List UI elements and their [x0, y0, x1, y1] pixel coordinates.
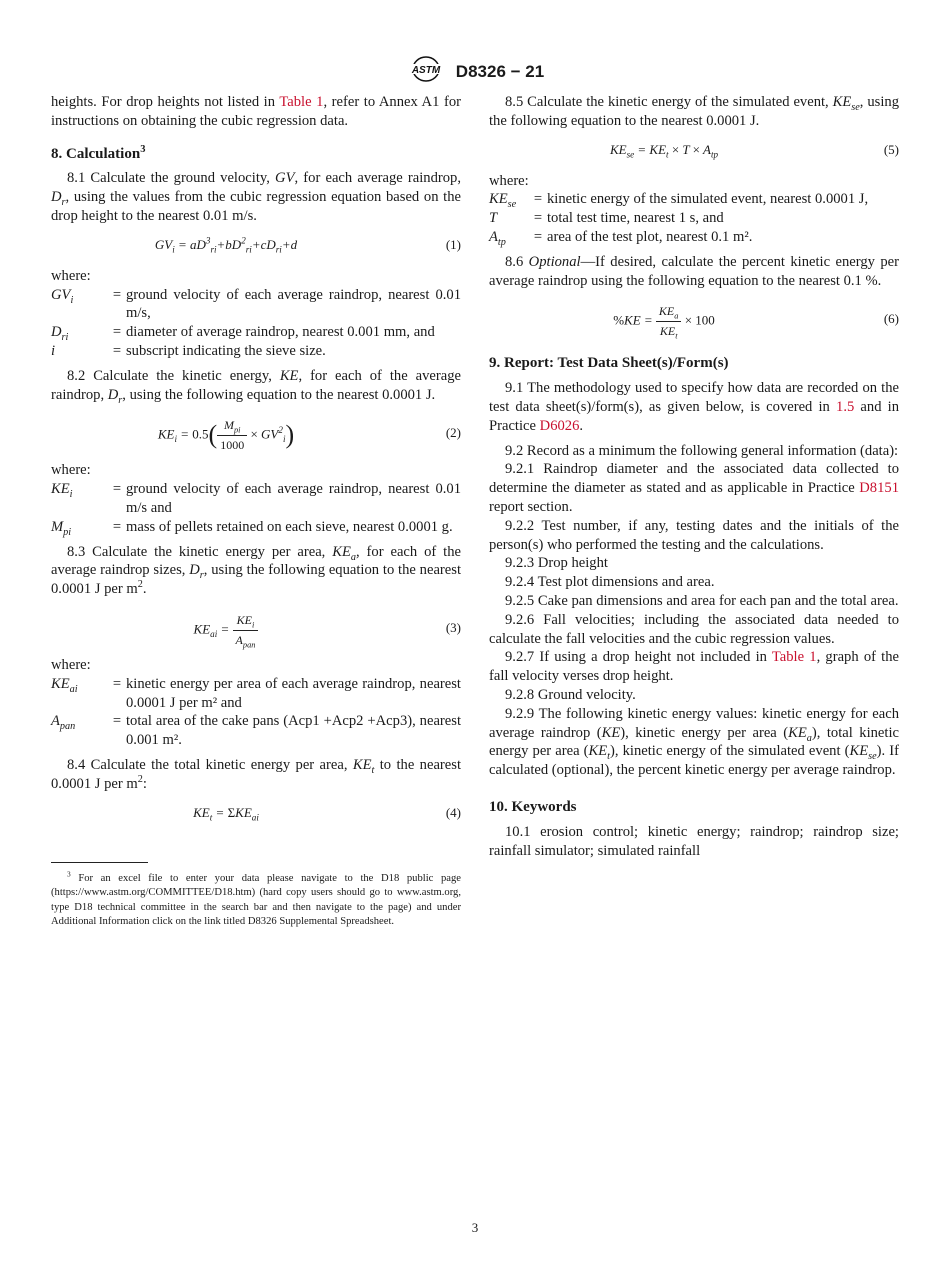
document-id: D8326 − 21 [455, 61, 545, 81]
paragraph-9-2-5: 9.2.5 Cake pan dimensions and area for each pan and the total area. [505, 592, 899, 609]
page-header [0, 56, 950, 82]
equation-3: $KE_{ai}$ = $\frac{KE_i}{A_{pan}}$ (3) [193, 612, 461, 650]
paragraph-9-2-7: 9.2.7 If using a drop height not included in Table 1, graph of the fall velocity verses drop height. [489, 649, 899, 685]
equation-6: %KE = $\frac{KE_a}{KE_t}$ × 100 (6) [613, 304, 899, 341]
section-1-5-link[interactable]: 1.5 [836, 398, 855, 415]
paragraph-8-4: 8.4 Calculate the total kinetic energy per area, $KE_t$ to the nearest 0.0001 J per $m^2$: [51, 756, 461, 792]
where-label: where: [51, 656, 91, 673]
page-number: 3 [471, 1220, 479, 1235]
footnote-divider [51, 862, 148, 863]
paragraph-9-2: 9.2 Record as a minimum the following general information (data): [505, 442, 899, 459]
where-list-2: $KE_i$ = ground velocity of each average raindrop, nearest 0.01 m/s and $M_{pi}$ = mass of pellets retained on each sieve, nearest 0.0001 g. [51, 481, 461, 538]
paragraph-9-2-8: 9.2.8 Ground velocity. [505, 686, 636, 703]
paragraph-8-2: 8.2 Calculate the kinetic energy, KE, for each of the average raindrop, $D_r$, using the following equation to the nearest 0.0001 J. [51, 367, 461, 406]
equation-4: $KE_t = \Sigma KE_{ai}$ (4) [193, 804, 461, 823]
paragraph-8-5: 8.5 Calculate the kinetic energy of the simulated event, $KE_{se}$, using the following equation to the nearest 0.0001 J. [489, 94, 899, 129]
paragraph-continuation: heights. For drop heights not listed in Table 1, refer to Annex A1 for instructions on obtaining the cubic regression data. [51, 94, 461, 129]
equation-5: $KE_{se} = KE_t \times T \times A_{tp}$ (5) [609, 141, 899, 160]
section-9-heading: 9. Report: Test Data Sheet(s)/Form(s) [489, 355, 729, 372]
paragraph-9-2-4: 9.2.4 Test plot dimensions and area. [505, 574, 715, 591]
paragraph-8-3: 8.3 Calculate the kinetic energy per area, $KE_a$, for each of the average raindrop sizes, $D_r$, using the following equation to the nearest 0.0001 J per $m^2$. [51, 543, 461, 598]
where-list-3: $KE_{ai}$ = kinetic energy per area of each average raindrop, nearest 0.0001 J per m² and $A_{pan}$ = total area of the cake pans (Acp1 +Acp2 +Acp3), nearest 0.001 m². [51, 675, 461, 749]
paragraph-8-6: 8.6 Optional—If desired, calculate the percent kinetic energy per average raindrop using the following equation to the nearest 0.1 %. [489, 253, 899, 289]
where-list-5: $KE_{se}$ = kinetic energy of the simulated event, nearest 0.0001 J, T = total test time, nearest 1 s, and $A_{tp}$ = area of the test plot, nearest 0.1 m². [489, 191, 869, 248]
section-8-heading: 8. Calculation$^3$ [51, 143, 146, 162]
svg-text:ASTM: ASTM [411, 65, 440, 76]
footnote: $^3$ For an excel file to enter your data please navigate to the D18 public page (https://www.astm.org/COMMITTEE/D18.htm) (hard copy users should go to www.astm.org, type D18 technical committee in the search bar and then navigate to the page) and under Additional Information click on the link titled D8326 Supplemental Spreadsheet. [51, 869, 461, 928]
paragraph-9-2-1: 9.2.1 Raindrop diameter and the associated data collected to determine the diameter as stated and as applicable in Practice D8151 report section. [489, 461, 899, 515]
d6026-link[interactable]: D6026 [539, 417, 580, 434]
equation-1: $GV_i = aD^3_{ri}+bD^2_{ri}+cD_{ri}+d$ (1) [154, 235, 461, 255]
left-column [51, 93, 461, 835]
d8151-link[interactable]: D8151 [859, 480, 899, 497]
paragraph-9-1: 9.1 The methodology used to specify how data are recorded on the test data sheet(s)/form(s), as given below, is covered in 1.5 and in Practice D6026. [489, 380, 899, 434]
where-list-1: $GV_i$ = ground velocity of each average raindrop, nearest 0.01 m/s, $D_{ri}$ = diameter of average raindrop, nearest 0.001 mm, and i = subscript indicating the sieve size. [51, 286, 461, 359]
paragraph-10-1: 10.1 erosion control; kinetic energy; raindrop; raindrop size; rainfall simulator; simulated rainfall [489, 823, 899, 859]
where-label: where: [51, 267, 91, 284]
equation-2: $KE_i = 0.5$( $\frac{M_{pi}}{1000}$ × $GV^2_i$) (2) [157, 418, 461, 453]
section-10-heading: 10. Keywords [489, 798, 577, 815]
table1-link[interactable]: Table 1 [279, 94, 324, 110]
where-label: where: [51, 462, 91, 479]
table1-link[interactable]: Table 1 [771, 649, 817, 666]
astm-logo-icon [406, 56, 446, 87]
paragraph-9-2-6: 9.2.6 Fall velocities; including the associated data needed to calculate the fall velocities and the cubic regression values. [489, 611, 899, 647]
where-label: where: [489, 172, 529, 189]
paragraph-9-2-9: 9.2.9 The following kinetic energy values: kinetic energy for each average raindrop (KE), kinetic energy per area $(KE_a)$, total kinetic energy per area $(KE_t)$, kinetic energy of the simulated event $(KE_{se})$. If calculated (optional), the percent kinetic energy per average raindrop. [489, 705, 899, 779]
right-column [489, 93, 899, 860]
paragraph-9-2-3: 9.2.3 Drop height [505, 555, 608, 572]
paragraph-8-1: 8.1 Calculate the ground velocity, GV, for each average raindrop, $D_r$, using the values from the cubic regression equation based on the drop height to the nearest 0.01 m/s. [51, 170, 461, 224]
paragraph-9-2-2: 9.2.2 Test number, if any, testing dates and the initials of the person(s) who performed the testing and the calculations. [489, 517, 899, 553]
